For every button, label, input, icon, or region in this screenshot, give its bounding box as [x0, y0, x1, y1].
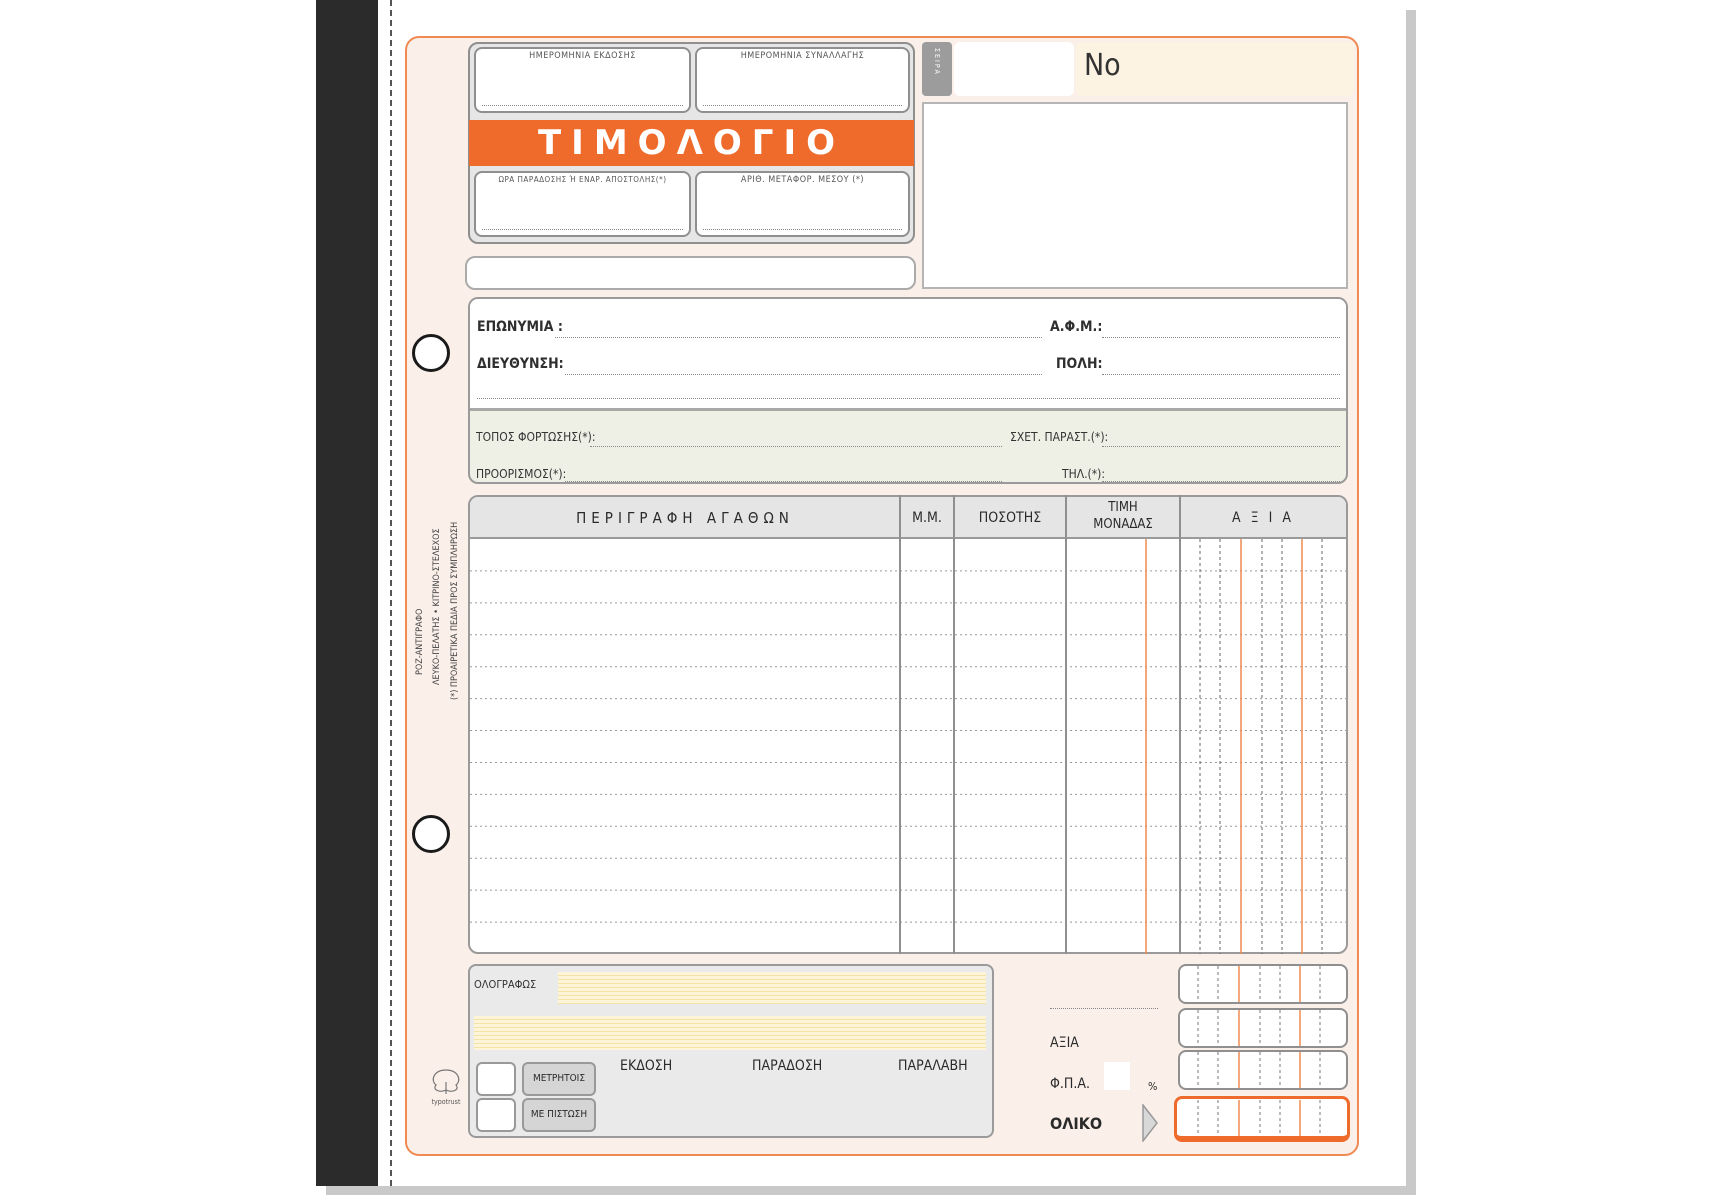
city-field[interactable] [1102, 374, 1340, 375]
transaction-date-box[interactable] [695, 47, 910, 113]
address-label: ΔΙΕΥΘΥΝΣΗ: [477, 356, 564, 372]
series-field[interactable] [954, 42, 1074, 96]
punch-hole-bottom [412, 815, 450, 853]
logo-text: typotrust [431, 1098, 461, 1106]
tax-id-label: Α.Φ.Μ.: [1050, 319, 1103, 335]
transaction-date-label: ΗΜΕΡΟΜΗΝΙΑ ΣΥΝΑΛΛΑΓΗΣ [740, 51, 865, 61]
vat-label: Φ.Π.Α. [1050, 1076, 1090, 1092]
col-value: Α Ξ Ι Α [1232, 510, 1294, 526]
optional-fields-note: (*) ΠΡΟΑΙΡΕΤΙΚΑ ΠΕΔΙΑ ΠΡΟΣ ΣΥΜΠΛΗΡΩΣΗ [450, 521, 460, 700]
name-label: ΕΠΩΝΥΜΙΑ : [477, 319, 563, 335]
col-unit-price: ΤΙΜΗ ΜΟΝΑΔΑΣ [1093, 500, 1153, 532]
city-label: ΠΟΛΗ: [1056, 356, 1103, 372]
amount-dividers [1178, 964, 1348, 1140]
col-unit: Μ.Μ. [912, 510, 942, 526]
copy-note-1: ΡΟΖ-ΑΝΤΙΓΡΑΦΟ [415, 608, 425, 675]
issuer-box[interactable] [922, 102, 1348, 289]
issue-date-label: ΗΜΕΡΟΜΗΝΙΑ ΕΚΔΟΣΗΣ [529, 51, 636, 61]
notes-strip[interactable] [465, 256, 916, 290]
related-doc-field[interactable] [1102, 446, 1340, 447]
series-tab [922, 42, 952, 96]
percent-sign: % [1148, 1080, 1158, 1093]
number-label: No [1084, 48, 1121, 83]
tree-icon [420, 1068, 472, 1094]
in-words-field-2[interactable] [474, 1016, 986, 1050]
related-doc-label: ΣΧΕΤ. ΠΑΡΑΣΤ.(*): [1010, 430, 1109, 444]
invoice-title: ΤΙΜΟΛΟΓΙΟ [469, 120, 914, 166]
in-words-field[interactable] [558, 972, 986, 1004]
total-label: ΟΛΙΚΟ [1050, 1114, 1103, 1133]
publisher-logo [420, 1068, 472, 1108]
perforation-line [390, 0, 392, 1186]
delivery-time-box[interactable] [474, 171, 691, 237]
destination-label: ΠΡΟΟΡΙΣΜΟΣ(*): [476, 467, 567, 481]
issue-signature-label: ΕΚΔΟΣΗ [620, 1058, 673, 1074]
destination-field[interactable] [565, 481, 1002, 482]
copy-note-2: ΛΕΥΚΟ-ΠΕΛΑΤΗΣ • ΚΙΤΡΙΝΟ-ΣΤΕΛΕΧΟΣ [432, 528, 442, 685]
value-label: ΑΞΙΑ [1050, 1035, 1079, 1051]
delivery-signature-label: ΠΑΡΑΔΟΣΗ [752, 1058, 823, 1074]
loading-place-label: ΤΟΠΟΣ ΦΟΡΤΩΣΗΣ(*): [476, 430, 596, 444]
vat-rate-field[interactable] [1104, 1062, 1130, 1090]
col-description: ΠΕΡΙΓΡΑΦΗ ΑΓΑΘΩΝ [576, 509, 794, 527]
loading-place-field[interactable] [590, 446, 1002, 447]
issue-date-box[interactable] [474, 47, 691, 113]
punch-hole-top [412, 334, 450, 372]
customer-main [470, 299, 1346, 411]
delivery-time-label: ΩΡΑ ΠΑΡΑΔΟΣΗΣ Ή ΕΝΑΡ. ΑΠΟΣΤΟΛΗΣ(*) [498, 175, 667, 184]
cash-checkbox[interactable] [476, 1062, 516, 1096]
number-field[interactable] [1076, 42, 1354, 96]
phone-field[interactable] [1102, 481, 1340, 482]
total-arrow-icon [1142, 1104, 1158, 1142]
name-field[interactable] [555, 337, 1042, 338]
table-grid [468, 495, 1348, 954]
credit-label: ΜΕ ΠΙΣΤΩΣΗ [522, 1098, 596, 1132]
phone-label: ΤΗΛ.(*): [1062, 467, 1105, 481]
credit-checkbox[interactable] [476, 1098, 516, 1132]
cash-label: ΜΕΤΡΗΤΟΙΣ [522, 1062, 596, 1096]
vehicle-number-label: ΑΡΙΘ. ΜΕΤΑΦΟΡ. ΜΕΣΟΥ (*) [740, 175, 865, 185]
series-label: ΣΕΙΡΑ [933, 48, 941, 76]
address-field[interactable] [565, 374, 1042, 375]
binding-strip [316, 0, 378, 1186]
in-words-label: ΟΛΟΓΡΑΦΩΣ [474, 978, 537, 991]
tax-id-field[interactable] [1102, 337, 1340, 338]
receipt-signature-label: ΠΑΡΑΛΑΒΗ [898, 1058, 968, 1074]
vehicle-number-box[interactable] [695, 171, 910, 237]
col-quantity: ΠΟΣΟΤΗΣ [978, 510, 1042, 526]
